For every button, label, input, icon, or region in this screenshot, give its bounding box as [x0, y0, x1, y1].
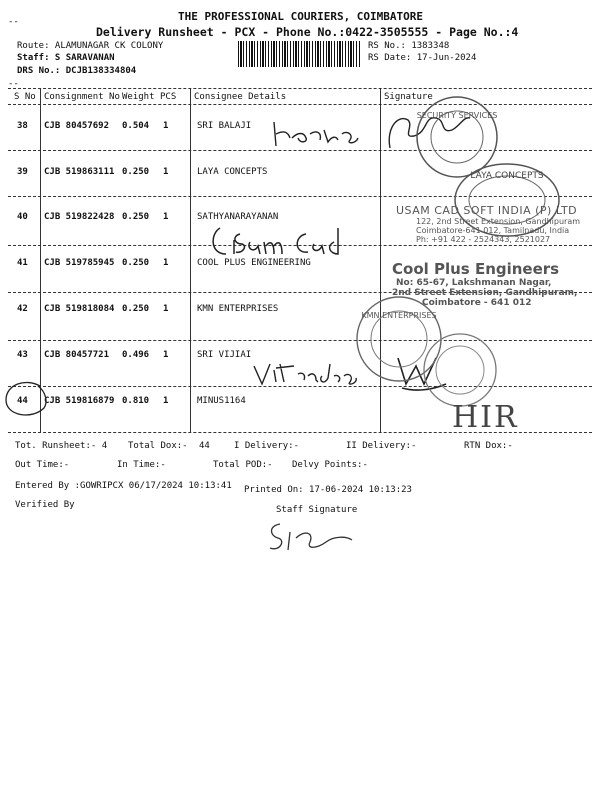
- in-time: In Time:-: [117, 460, 166, 470]
- header-bottom-rule: [8, 104, 592, 105]
- row-consignment: CJB 519785945: [44, 258, 115, 268]
- row-consignment: CJB 519818084: [44, 304, 115, 314]
- handwriting-usam-cad: [210, 220, 360, 262]
- row-pcs: 1: [163, 258, 169, 268]
- row-consignee: SRI BALAJI: [197, 121, 252, 131]
- rs-number: RS No.: 1383348: [368, 41, 450, 51]
- total-dox-label: Total Dox:-: [128, 441, 188, 451]
- col-header-signature: Signature: [384, 92, 433, 102]
- rtn-dox: RTN Dox:-: [464, 441, 513, 451]
- staff-label: Staff: S SARAVANAN: [17, 53, 115, 63]
- usam-stamp-title: USAM CAD SOFT INDIA (P) LTD: [396, 204, 578, 217]
- row-rule: [8, 150, 592, 151]
- row-consignment: CJB 80457692: [44, 121, 110, 131]
- table-top-rule: [8, 88, 592, 89]
- row-sno: 44: [17, 396, 28, 406]
- col-header-weight: Weight: [122, 92, 155, 102]
- row-weight: 0.250: [122, 212, 150, 222]
- row-consignee: MINUS1164: [197, 396, 246, 406]
- row-consignee: COOL PLUS ENGINEERING: [197, 258, 311, 268]
- usam-stamp-address: 122, 2nd Street Extension, Gandhipuram: [416, 217, 581, 226]
- row-weight: 0.250: [122, 258, 150, 268]
- row-consignee: LAYA CONCEPTS: [197, 167, 268, 177]
- row-sno: 41: [17, 258, 28, 268]
- company-name: THE PROFESSIONAL COURIERS, COIMBATORE: [178, 10, 424, 23]
- rs-date: RS Date: 17-Jun-2024: [368, 53, 477, 63]
- row-consignment: CJB 519822428: [44, 212, 115, 222]
- drs-number: DRS No.: DCJB138334804: [17, 66, 137, 76]
- staff-signature-scribble: [266, 518, 356, 558]
- row-consignment: CJB 80457721: [44, 350, 110, 360]
- row-pcs: 1: [163, 121, 169, 131]
- row-weight: 0.496: [122, 350, 150, 360]
- row-pcs: 1: [163, 304, 169, 314]
- row-pcs: 1: [163, 396, 169, 406]
- usam-stamp-phone: Ph: +91 422 - 2524343, 2521027: [416, 235, 551, 244]
- handwritten-hir: HIR: [452, 400, 519, 435]
- col-header-sno: S No: [14, 92, 36, 102]
- staff-signature-label: Staff Signature: [276, 505, 358, 515]
- cool-plus-stamp-line3: Coimbatore - 641 012: [422, 298, 532, 308]
- laya-stamp-text: LAYA CONCEPTS: [470, 171, 544, 181]
- handwriting-vi-traders: [250, 358, 360, 388]
- kmn-stamp-text: KMN ENTERPRISES: [361, 311, 437, 320]
- row-sno: 40: [17, 212, 28, 222]
- row-sno: 42: [17, 304, 28, 314]
- row-sno: 43: [17, 350, 28, 360]
- barcode: [238, 41, 360, 67]
- total-dox-value: 44: [199, 441, 210, 451]
- col-header-consignment: Consignment No: [44, 92, 120, 102]
- cool-plus-stamp-line1: No: 65-67, Lakshmanan Nagar,: [396, 278, 552, 288]
- out-time: Out Time:-: [15, 460, 70, 470]
- usam-stamp-city: Coimbatore-641 012, Tamilnadu, India: [416, 226, 570, 235]
- row-pcs: 1: [163, 167, 169, 177]
- secondary-round-stamp: [420, 330, 500, 410]
- runsheet-title: Delivery Runsheet - PCX - Phone No.:0422-3505555 - Page No.:4: [96, 25, 519, 39]
- left-dash-mark: --: [8, 79, 19, 89]
- circle-mark: [2, 378, 50, 422]
- row-consignee: SRI VIJIAI: [197, 350, 252, 360]
- cool-plus-stamp-name: Cool Plus Engineers: [392, 260, 560, 278]
- row-weight: 0.810: [122, 396, 150, 406]
- row-weight: 0.250: [122, 304, 150, 314]
- row-rule: [8, 340, 592, 341]
- ii-delivery: II Delivery:-: [346, 441, 417, 451]
- i-delivery: I Delivery:-: [234, 441, 300, 451]
- security-stamp-text: SECURITY SERVICES: [416, 111, 498, 120]
- row-consignee: KMN ENTERPRISES: [197, 304, 279, 314]
- row-pcs: 1: [163, 350, 169, 360]
- column-divider: [190, 88, 191, 432]
- top-left-mark: --: [8, 17, 19, 27]
- col-header-pcs: PCS: [160, 92, 177, 102]
- row-weight: 0.250: [122, 167, 150, 177]
- delvy-points: Delvy Points:-: [292, 460, 368, 470]
- verified-by: Verified By: [15, 500, 75, 510]
- handwriting-traders: [270, 116, 360, 150]
- col-header-consignee: Consignee Details: [194, 92, 287, 102]
- usam-stamp: [396, 204, 580, 244]
- row-weight: 0.504: [122, 121, 150, 131]
- row-pcs: 1: [163, 212, 169, 222]
- cool-plus-stamp-line2: 2nd Street Extension, Gandhipuram,: [392, 288, 578, 298]
- row-consignee: SATHYANARAYANAN: [197, 212, 279, 222]
- row-consignment: CJB 519863111: [44, 167, 115, 177]
- entered-by: Entered By :GOWRIPCX 06/17/2024 10:13:41: [15, 481, 232, 491]
- row-sno: 39: [17, 167, 28, 177]
- total-runsheet: Tot. Runsheet:- 4: [15, 441, 108, 451]
- route-label: Route: ALAMUNAGAR CK COLONY: [17, 41, 164, 51]
- printed-on: Printed On: 17-06-2024 10:13:23: [244, 485, 412, 495]
- row-consignment: CJB 519816879: [44, 396, 115, 406]
- total-pod: Total POD:-: [213, 460, 273, 470]
- row-sno: 38: [17, 121, 28, 131]
